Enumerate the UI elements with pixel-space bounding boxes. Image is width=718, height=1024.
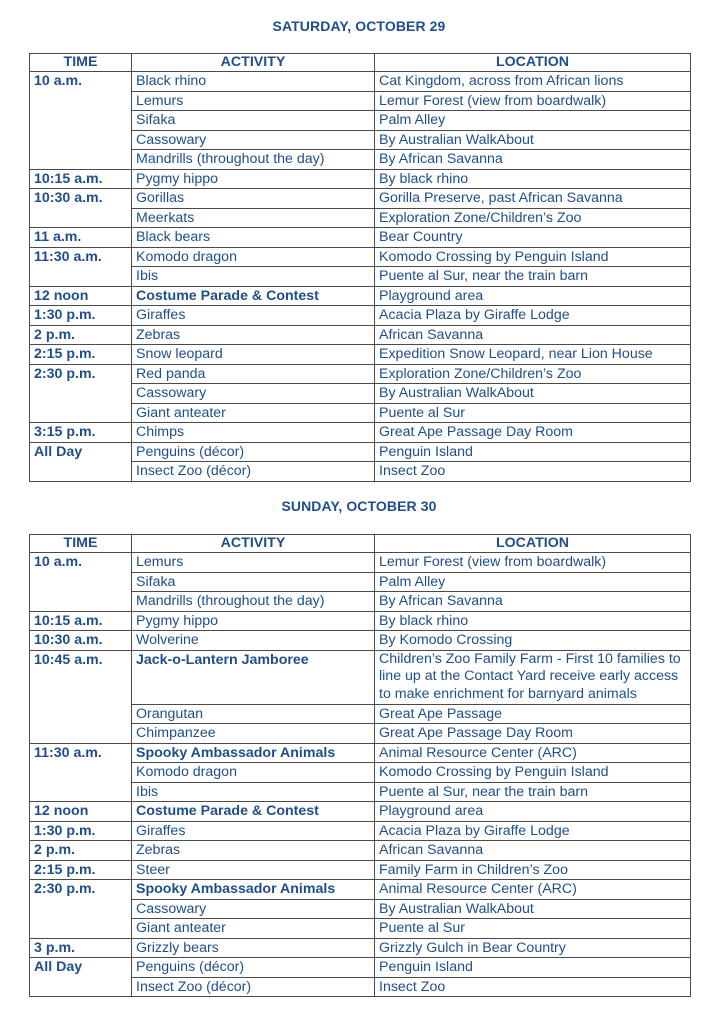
table-row <box>30 802 691 822</box>
time-cell <box>30 267 132 287</box>
activity-cell: Orangutan <box>132 704 375 724</box>
table-header-row <box>30 535 691 553</box>
table-row <box>30 208 691 228</box>
location-cell: Exploration Zone/Children’s Zoo <box>375 364 691 384</box>
location-cell: By African Savanna <box>375 592 691 612</box>
time-cell: 11:30 a.m. <box>30 247 132 267</box>
activity-cell: Red panda <box>132 364 375 384</box>
table-row <box>30 553 691 573</box>
table-row <box>30 403 691 423</box>
table-row <box>30 247 691 267</box>
activity-cell: Insect Zoo (décor) <box>132 977 375 997</box>
time-cell <box>30 919 132 939</box>
time-cell: 2 p.m. <box>30 325 132 345</box>
time-cell: 3 p.m. <box>30 938 132 958</box>
table-row <box>30 150 691 170</box>
time-cell: 12 noon <box>30 802 132 822</box>
location-cell: Bear Country <box>375 228 691 248</box>
location-cell: Great Ape Passage Day Room <box>375 724 691 744</box>
table-row <box>30 841 691 861</box>
table-row <box>30 286 691 306</box>
time-cell <box>30 763 132 783</box>
table-row <box>30 306 691 326</box>
location-cell: Grizzly Gulch in Bear Country <box>375 938 691 958</box>
activity-cell: Giraffes <box>132 821 375 841</box>
table-row <box>30 631 691 651</box>
activity-cell: Lemurs <box>132 553 375 573</box>
location-cell: Insect Zoo <box>375 462 691 482</box>
activity-cell: Pygmy hippo <box>132 169 375 189</box>
header-activity: ACTIVITY <box>132 535 375 553</box>
location-cell: By Komodo Crossing <box>375 631 691 651</box>
time-cell: 10:30 a.m. <box>30 189 132 209</box>
location-cell: Exploration Zone/Children’s Zoo <box>375 208 691 228</box>
activity-cell: Grizzly bears <box>132 938 375 958</box>
time-cell: 1:30 p.m. <box>30 306 132 326</box>
table-row <box>30 977 691 997</box>
time-cell: 2:15 p.m. <box>30 345 132 365</box>
activity-cell: Insect Zoo (décor) <box>132 462 375 482</box>
time-cell: 10:15 a.m. <box>30 169 132 189</box>
time-cell: 11 a.m. <box>30 228 132 248</box>
time-cell <box>30 592 132 612</box>
table-row <box>30 130 691 150</box>
header-location: LOCATION <box>375 535 691 553</box>
table-row <box>30 899 691 919</box>
location-cell: African Savanna <box>375 841 691 861</box>
location-cell: Lemur Forest (view from boardwalk) <box>375 553 691 573</box>
activity-cell: Wolverine <box>132 631 375 651</box>
table-row <box>30 743 691 763</box>
location-cell: African Savanna <box>375 325 691 345</box>
sunday-schedule-table <box>29 534 691 997</box>
activity-cell: Ibis <box>132 782 375 802</box>
time-cell <box>30 384 132 404</box>
table-row <box>30 860 691 880</box>
saturday-schedule-table <box>29 53 691 482</box>
location-cell: Penguin Island <box>375 442 691 462</box>
time-cell <box>30 130 132 150</box>
activity-cell: Chimps <box>132 423 375 443</box>
table-row <box>30 763 691 783</box>
saturday-title: SATURDAY, OCTOBER 29 <box>272 18 446 34</box>
activity-cell: Sifaka <box>132 572 375 592</box>
table-row <box>30 650 691 704</box>
time-cell: All Day <box>30 442 132 462</box>
time-cell <box>30 462 132 482</box>
location-cell: Penguin Island <box>375 958 691 978</box>
table-row <box>30 442 691 462</box>
activity-cell: Spooky Ambassador Animals <box>132 880 375 900</box>
time-cell: 1:30 p.m. <box>30 821 132 841</box>
location-cell: By Australian WalkAbout <box>375 899 691 919</box>
activity-cell: Cassowary <box>132 384 375 404</box>
table-row <box>30 364 691 384</box>
activity-cell: Pygmy hippo <box>132 611 375 631</box>
table-row <box>30 938 691 958</box>
activity-cell: Cassowary <box>132 130 375 150</box>
activity-cell: Spooky Ambassador Animals <box>132 743 375 763</box>
time-cell: 10:15 a.m. <box>30 611 132 631</box>
location-cell: Komodo Crossing by Penguin Island <box>375 763 691 783</box>
activity-cell: Steer <box>132 860 375 880</box>
activity-cell: Zebras <box>132 325 375 345</box>
location-cell: Expedition Snow Leopard, near Lion House <box>375 345 691 365</box>
time-cell: 2:15 p.m. <box>30 860 132 880</box>
table-row <box>30 704 691 724</box>
time-cell: 2:30 p.m. <box>30 364 132 384</box>
table-row <box>30 782 691 802</box>
activity-cell: Sifaka <box>132 111 375 131</box>
activity-cell: Penguins (décor) <box>132 442 375 462</box>
location-cell: Puente al Sur <box>375 919 691 939</box>
location-cell: Lemur Forest (view from boardwalk) <box>375 91 691 111</box>
location-cell: Playground area <box>375 286 691 306</box>
table-row <box>30 592 691 612</box>
location-cell: Playground area <box>375 802 691 822</box>
location-cell: By African Savanna <box>375 150 691 170</box>
time-cell <box>30 91 132 111</box>
time-cell: 3:15 p.m. <box>30 423 132 443</box>
activity-cell: Snow leopard <box>132 345 375 365</box>
location-cell: Great Ape Passage Day Room <box>375 423 691 443</box>
sunday-rows <box>30 553 691 997</box>
time-cell: 12 noon <box>30 286 132 306</box>
time-cell <box>30 724 132 744</box>
activity-cell: Gorillas <box>132 189 375 209</box>
location-cell: By Australian WalkAbout <box>375 384 691 404</box>
activity-cell: Lemurs <box>132 91 375 111</box>
activity-cell: Costume Parade & Contest <box>132 802 375 822</box>
activity-cell: Jack-o-Lantern Jamboree <box>132 650 375 704</box>
activity-cell: Meerkats <box>132 208 375 228</box>
location-cell: By black rhino <box>375 169 691 189</box>
table-row <box>30 325 691 345</box>
location-cell: Animal Resource Center (ARC) <box>375 880 691 900</box>
location-cell: Puente al Sur <box>375 403 691 423</box>
activity-cell: Ibis <box>132 267 375 287</box>
table-row <box>30 919 691 939</box>
table-row <box>30 345 691 365</box>
time-cell: All Day <box>30 958 132 978</box>
time-cell <box>30 977 132 997</box>
time-cell <box>30 899 132 919</box>
location-cell: Cat Kingdom, across from African lions <box>375 72 691 92</box>
header-time: TIME <box>30 54 132 72</box>
table-row <box>30 611 691 631</box>
header-time: TIME <box>30 535 132 553</box>
time-cell <box>30 403 132 423</box>
saturday-rows <box>30 72 691 482</box>
location-cell: Gorilla Preserve, past African Savanna <box>375 189 691 209</box>
activity-cell: Black rhino <box>132 72 375 92</box>
table-row <box>30 724 691 744</box>
table-row <box>30 958 691 978</box>
table-row <box>30 880 691 900</box>
location-cell: Acacia Plaza by Giraffe Lodge <box>375 306 691 326</box>
table-row <box>30 821 691 841</box>
location-cell: Puente al Sur, near the train barn <box>375 267 691 287</box>
activity-cell: Penguins (décor) <box>132 958 375 978</box>
location-cell: Puente al Sur, near the train barn <box>375 782 691 802</box>
activity-cell: Giant anteater <box>132 919 375 939</box>
location-cell: Animal Resource Center (ARC) <box>375 743 691 763</box>
location-cell: Children’s Zoo Family Farm - First 10 families to line up at the Contact Yard receive early access to make enrichment for barnyard animals <box>375 650 691 704</box>
time-cell: 10:45 a.m. <box>30 650 132 704</box>
location-cell: Family Farm in Children’s Zoo <box>375 860 691 880</box>
activity-cell: Giant anteater <box>132 403 375 423</box>
activity-cell: Chimpanzee <box>132 724 375 744</box>
activity-cell: Cassowary <box>132 899 375 919</box>
location-cell: Palm Alley <box>375 572 691 592</box>
location-cell: By Australian WalkAbout <box>375 130 691 150</box>
table-header-row <box>30 54 691 72</box>
sunday-title: SUNDAY, OCTOBER 30 <box>281 498 437 514</box>
time-cell: 10 a.m. <box>30 72 132 92</box>
time-cell <box>30 782 132 802</box>
activity-cell: Zebras <box>132 841 375 861</box>
table-row <box>30 189 691 209</box>
location-cell: Great Ape Passage <box>375 704 691 724</box>
activity-cell: Komodo dragon <box>132 247 375 267</box>
location-cell: Palm Alley <box>375 111 691 131</box>
location-cell: By black rhino <box>375 611 691 631</box>
time-cell <box>30 704 132 724</box>
activity-cell: Giraffes <box>132 306 375 326</box>
activity-cell: Costume Parade & Contest <box>132 286 375 306</box>
table-row <box>30 267 691 287</box>
table-row <box>30 228 691 248</box>
time-cell: 11:30 a.m. <box>30 743 132 763</box>
header-activity: ACTIVITY <box>132 54 375 72</box>
activity-cell: Black bears <box>132 228 375 248</box>
table-row <box>30 572 691 592</box>
time-cell: 10:30 a.m. <box>30 631 132 651</box>
activity-cell: Mandrills (throughout the day) <box>132 592 375 612</box>
header-location: LOCATION <box>375 54 691 72</box>
time-cell: 10 a.m. <box>30 553 132 573</box>
time-cell <box>30 111 132 131</box>
table-row <box>30 423 691 443</box>
time-cell <box>30 208 132 228</box>
time-cell <box>30 150 132 170</box>
time-cell: 2 p.m. <box>30 841 132 861</box>
table-row <box>30 384 691 404</box>
time-cell: 2:30 p.m. <box>30 880 132 900</box>
table-row <box>30 91 691 111</box>
table-row <box>30 169 691 189</box>
table-row <box>30 111 691 131</box>
activity-cell: Mandrills (throughout the day) <box>132 150 375 170</box>
table-row <box>30 72 691 92</box>
table-row <box>30 462 691 482</box>
location-cell: Komodo Crossing by Penguin Island <box>375 247 691 267</box>
location-cell: Acacia Plaza by Giraffe Lodge <box>375 821 691 841</box>
time-cell <box>30 572 132 592</box>
location-cell: Insect Zoo <box>375 977 691 997</box>
activity-cell: Komodo dragon <box>132 763 375 783</box>
